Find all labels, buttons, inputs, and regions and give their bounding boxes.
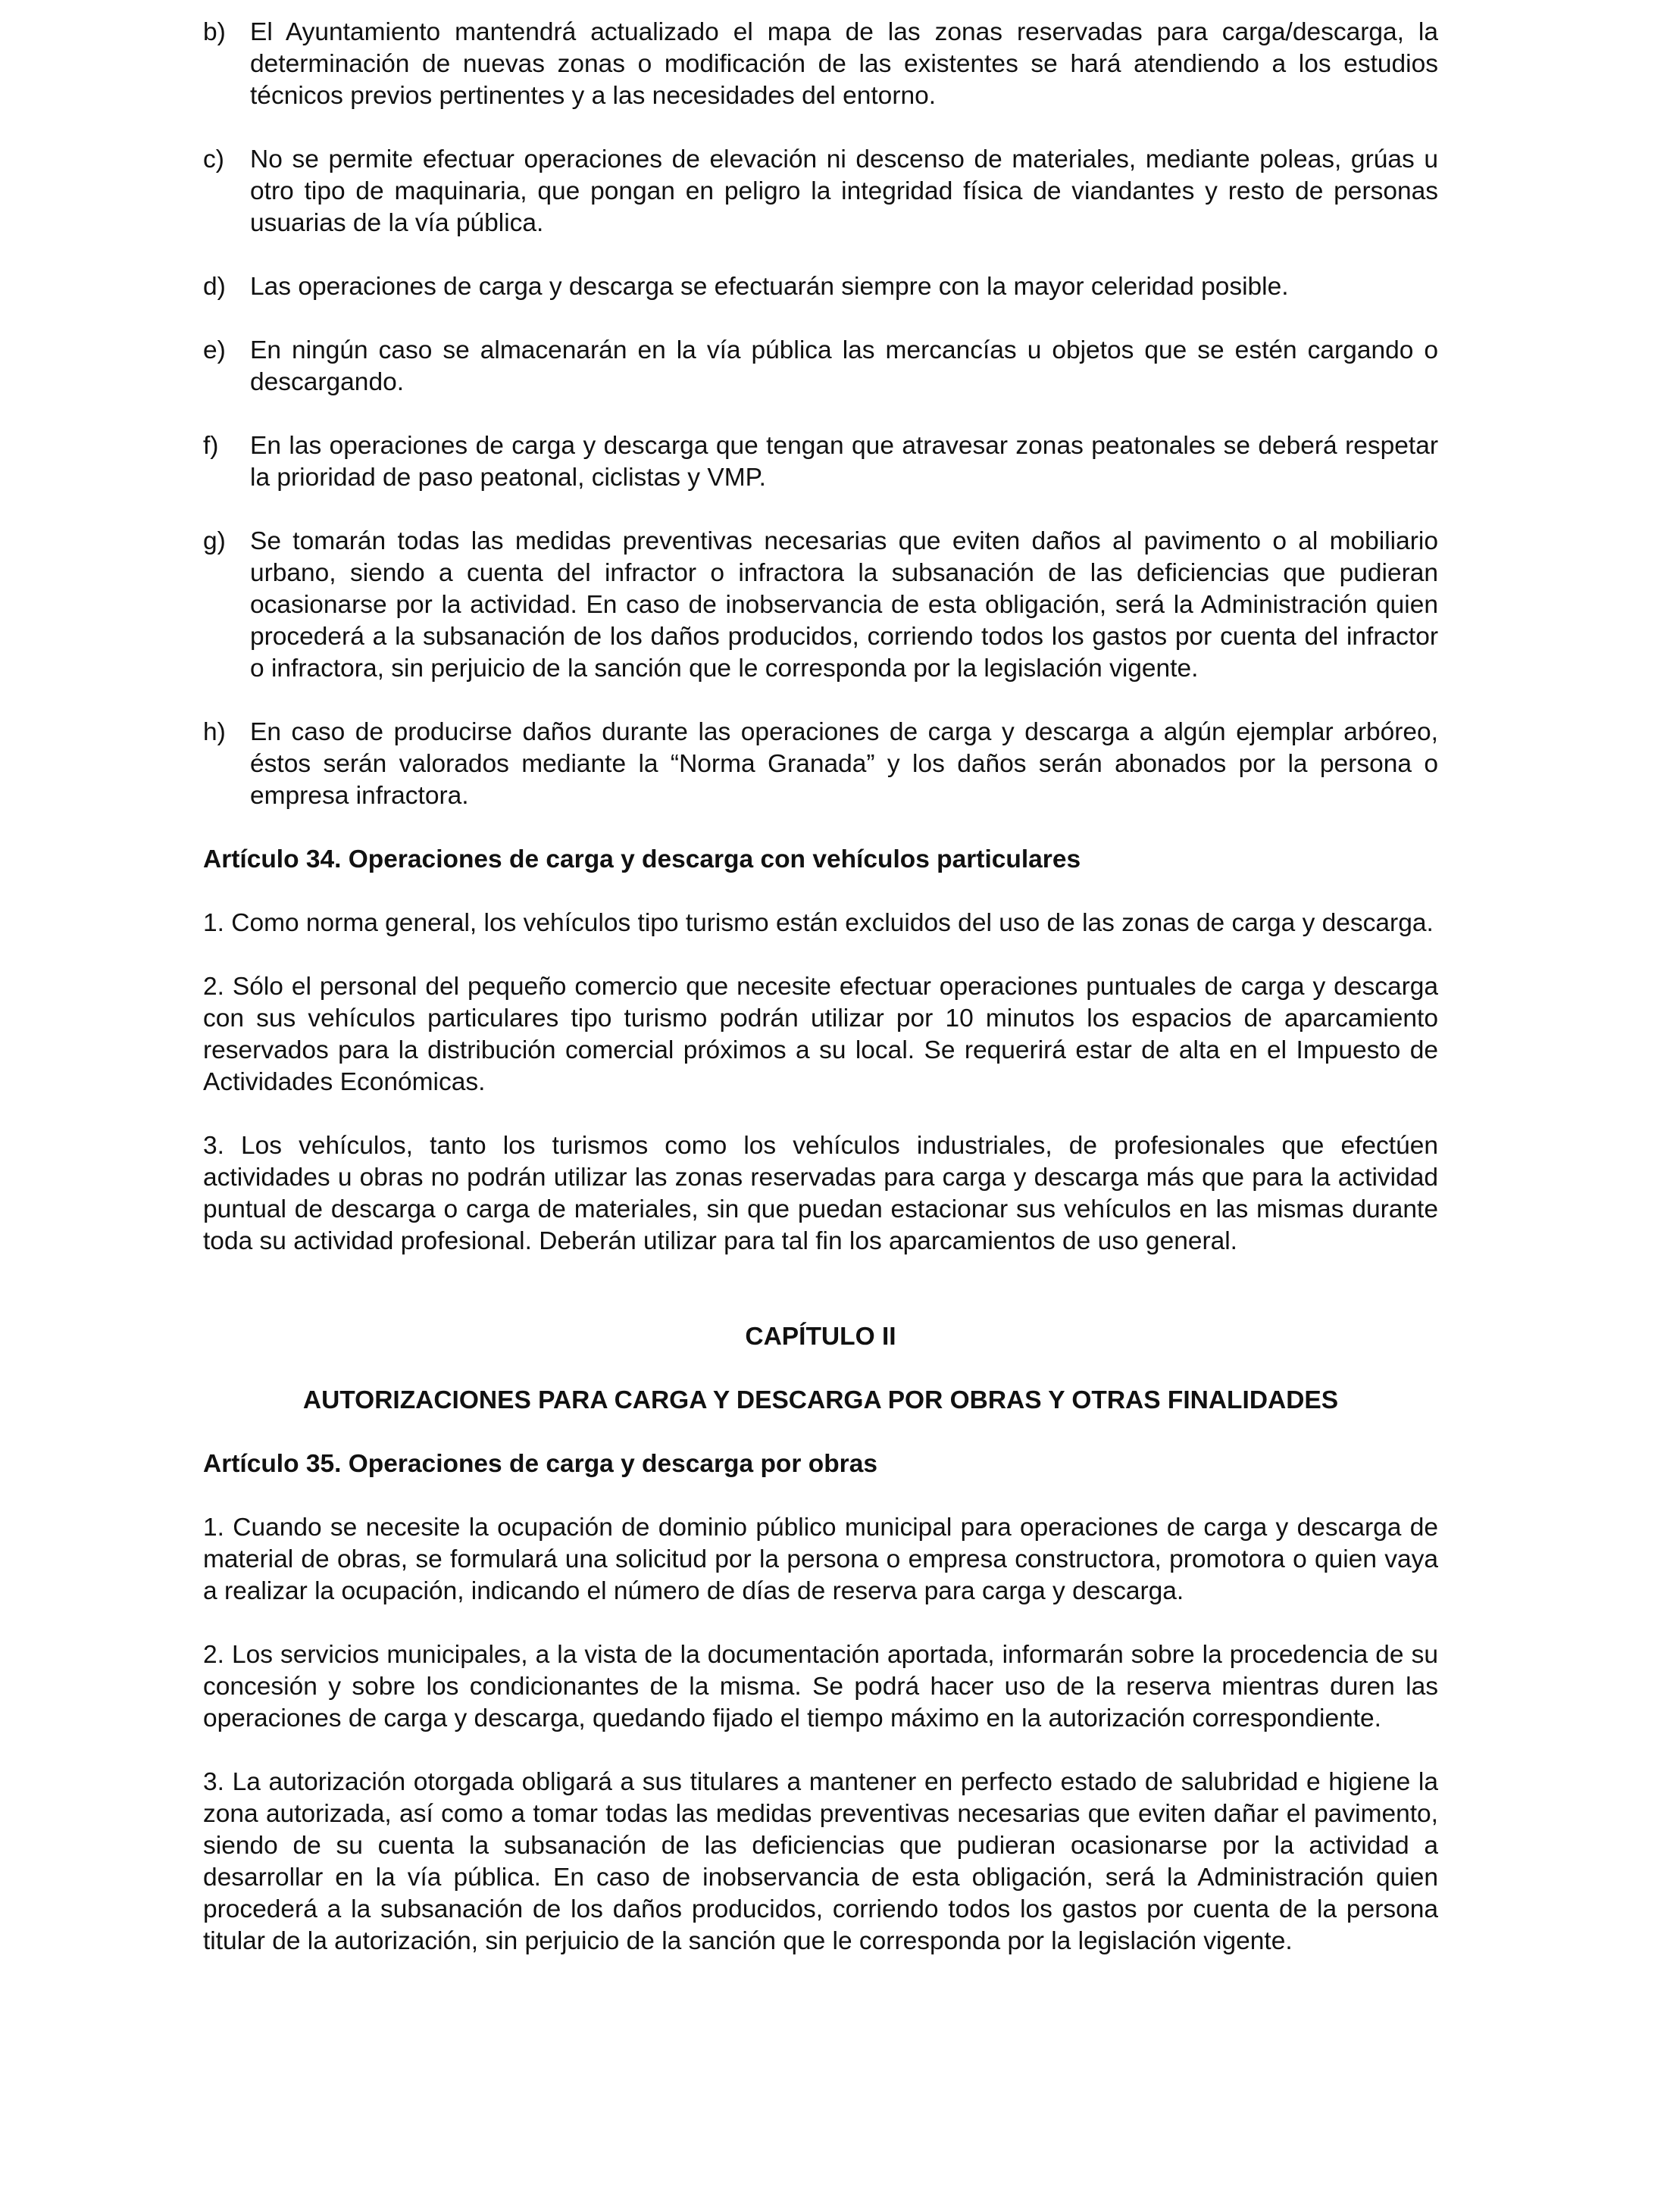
list-item-b	[203, 17, 1438, 112]
list-item-h	[203, 717, 1438, 812]
article-34-paragraph-3: 3. Los vehículos, tanto los turismos como los vehículos industriales, de profesionales que efectúen actividades u obras no podrán utilizar las zonas reservadas para carga y descarga más que para la actividad puntual de descarga o carga de materiales, sin que puedan estacionar sus vehículos en las mismas durante toda su actividad profesional. Deberán utilizar para tal fin los aparcamientos de uso general.	[203, 1132, 1438, 1255]
list-item-e	[203, 335, 1438, 398]
list-item-text: Las operaciones de carga y descarga se efectuarán siempre con la mayor celeridad posible.	[250, 273, 1289, 301]
chapter-number: CAPÍTULO II	[745, 1323, 896, 1351]
article-35-paragraph-3: 3. La autorización otorgada obligará a sus titulares a mantener en perfecto estado de salubridad e higiene la zona autorizada, así como a tomar todas las medidas preventivas necesarias que eviten dañar el pavimento, siendo de su cuenta la subsanación de las deficiencias que pudieran ocasionarse por la actividad a desarrollar en la vía pública. En caso de inobservancia de esta obligación, será la Administración quien procederá a la subsanación de los daños producidos, corriendo todos los gastos por cuenta de la persona titular de la autorización, sin perjuicio de la sanción que le corresponda por la legislación vigente.	[203, 1768, 1438, 1955]
list-marker: h)	[203, 718, 226, 746]
list-marker: g)	[203, 527, 226, 555]
list-item-g	[203, 526, 1438, 685]
article-35-paragraph-2: 2. Los servicios municipales, a la vista de la documentación aportada, informarán sobre la procedencia de su concesión y sobre los condicionantes de la misma. Se podrá hacer uso de la reserva mientras duren las operaciones de carga y descarga, quedando fijado el tiempo máximo en la autorización correspondiente.	[203, 1641, 1438, 1732]
list-item-text: El Ayuntamiento mantendrá actualizado el mapa de las zonas reservadas para carga/descarga, la determinación de nuevas zonas o modificación de las existentes se hará atendiendo a los estudios técnicos previos pertinentes y a las necesidades del entorno.	[250, 18, 1438, 110]
list-item-c	[203, 144, 1438, 239]
article-35-heading: Artículo 35. Operaciones de carga y descarga por obras	[203, 1450, 877, 1478]
article-34-heading: Artículo 34. Operaciones de carga y descarga con vehículos particulares	[203, 845, 1081, 873]
list-item-text: En ningún caso se almacenarán en la vía pública las mercancías u objetos que se estén cargando o descargando.	[250, 336, 1438, 396]
list-marker: f)	[203, 432, 219, 460]
list-item-text: En caso de producirse daños durante las operaciones de carga y descarga a algún ejemplar arbóreo, éstos serán valorados mediante la “Norma Granada” y los daños serán abonados por la persona o empresa infractora.	[250, 718, 1438, 810]
chapter-title: AUTORIZACIONES PARA CARGA Y DESCARGA POR OBRAS Y OTRAS FINALIDADES	[302, 1386, 1339, 1414]
list-item-f	[203, 430, 1438, 494]
list-item-d	[203, 271, 1438, 303]
article-34-paragraph-2: 2. Sólo el personal del pequeño comercio que necesite efectuar operaciones puntuales de carga y descarga con sus vehículos particulares tipo turismo podrán utilizar por 10 minutos los espacios de aparcamiento reservados para la distribución comercial próximos a su local. Se requerirá estar de alta en el Impuesto de Actividades Económicas.	[203, 973, 1438, 1096]
article-34-paragraph-1: 1. Como norma general, los vehículos tipo turismo están excluidos del uso de las zonas de carga y descarga.	[203, 909, 1434, 937]
list-item-text: En las operaciones de carga y descarga que tengan que atravesar zonas peatonales se deberá respetar la prioridad de paso peatonal, ciclistas y VMP.	[250, 432, 1438, 492]
list-marker: e)	[203, 336, 226, 364]
list-marker: d)	[203, 273, 226, 301]
list-item-text: Se tomarán todas las medidas preventivas necesarias que eviten daños al pavimento o al mobiliario urbano, siendo a cuenta del infractor o infractora la subsanación de las deficiencias que pudieran ocasionarse por la actividad. En caso de inobservancia de esta obligación, será la Administración quien procederá a la subsanación de los daños producidos, corriendo todos los gastos por cuenta del infractor o infractora, sin perjuicio de la sanción que le corresponda por la legislación vigente.	[250, 527, 1438, 683]
document-page	[203, 17, 1438, 1957]
article-35-paragraph-1: 1. Cuando se necesite la ocupación de dominio público municipal para operaciones de carga y descarga de material de obras, se formulará una solicitud por la persona o empresa constructora, promotora o quien vaya a realizar la ocupación, indicando el número de días de reserva para carga y descarga.	[203, 1514, 1438, 1605]
list-marker: c)	[203, 145, 224, 173]
list-marker: b)	[203, 18, 226, 46]
list-item-text: No se permite efectuar operaciones de elevación ni descenso de materiales, mediante poleas, grúas u otro tipo de maquinaria, que pongan en peligro la integridad física de viandantes y resto de personas usuarias de la vía pública.	[250, 145, 1438, 237]
